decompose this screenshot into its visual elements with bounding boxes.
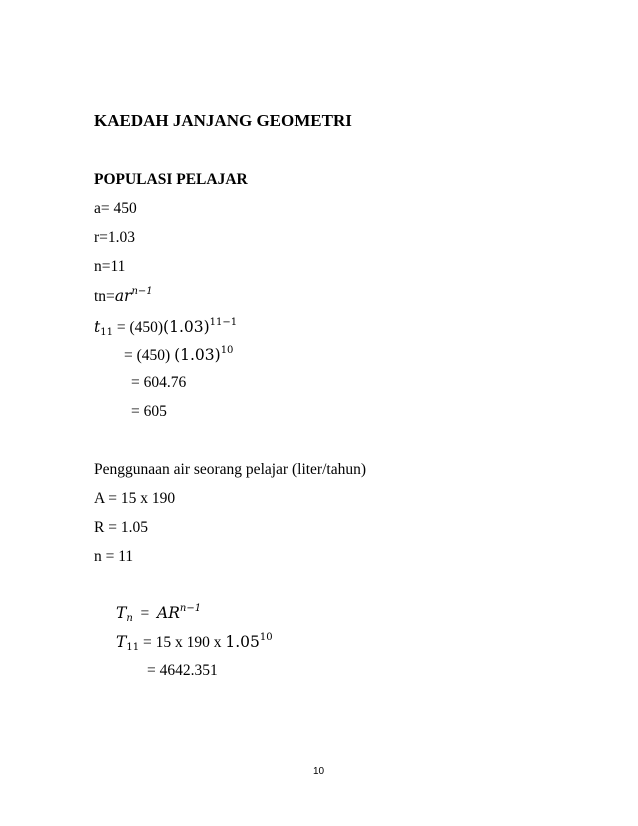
population-step-2	[124, 346, 233, 365]
population-heading: POPULASI PELAJAR	[94, 171, 248, 188]
water-heading: Penggunaan air seorang pelajar (liter/tahun)	[94, 461, 366, 478]
page-title: KAEDAH JANJANG GEOMETRI	[94, 111, 352, 130]
t11-sub: 11	[100, 327, 113, 338]
water-Tn-formula	[116, 604, 201, 623]
water-result: = 4642.351	[147, 662, 218, 679]
Tn-var: T	[116, 604, 127, 622]
Tn-sub: n	[126, 613, 133, 624]
population-r: r=1.03	[94, 229, 136, 246]
page-number: 10	[313, 766, 325, 777]
t11-base: (1.03)	[163, 318, 210, 336]
population-step-3: = 604.76	[131, 374, 187, 391]
T11-exponent: 10	[259, 632, 273, 643]
population-step-4: = 605	[131, 403, 167, 420]
t11-eq: = (450)	[112, 319, 164, 336]
T11-var: T	[116, 633, 127, 651]
water-n: n = 11	[94, 548, 134, 565]
t11-var: t	[94, 318, 101, 336]
step2-base: (1.03)	[174, 346, 221, 364]
T11-eq: = 15 x 190 x	[139, 634, 226, 651]
tn-exponent: n−1	[131, 286, 153, 297]
water-A: A = 15 x 190	[94, 490, 176, 507]
population-a: a= 450	[94, 200, 137, 217]
population-t11-formula	[94, 318, 237, 337]
T11-sub: 11	[126, 642, 140, 653]
T11-base: 1.05	[225, 633, 260, 651]
t11-exponent: 11−1	[209, 317, 238, 328]
step2-exponent: 10	[220, 345, 234, 356]
tn-prefix: tn=	[94, 288, 115, 305]
water-T11-formula	[116, 633, 273, 652]
tn-base: ar	[114, 287, 132, 305]
Tn-base: AR	[157, 604, 180, 622]
Tn-exponent: n−1	[179, 603, 202, 614]
population-n: n=11	[94, 258, 126, 275]
population-tn-formula	[94, 287, 153, 306]
Tn-eq: =	[132, 605, 158, 622]
water-R: R = 1.05	[94, 519, 148, 536]
step2-eq: = (450)	[124, 347, 175, 364]
